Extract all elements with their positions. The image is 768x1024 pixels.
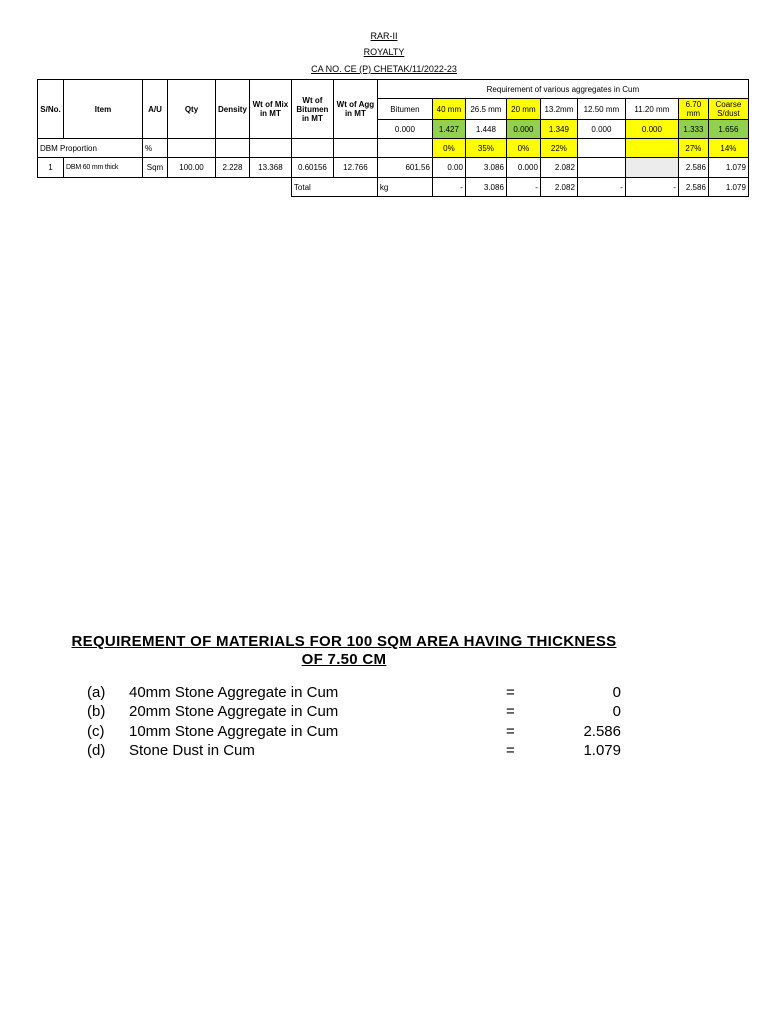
- row1-13mm: 2.082: [540, 158, 577, 178]
- item-label: (c): [87, 723, 105, 740]
- row1-12mm: [577, 158, 625, 178]
- proportion-11mm: [625, 139, 678, 158]
- row1-20mm: 0.000: [506, 158, 540, 178]
- item-equals: =: [506, 703, 515, 720]
- row1-coarse-dust: 1.079: [708, 158, 748, 178]
- factor-11mm: 0.000: [625, 120, 678, 139]
- col-header-wt-mix: Wt of Mix in MT: [249, 80, 291, 139]
- proportion-label: DBM Proportion: [38, 139, 143, 158]
- item-equals: =: [506, 742, 515, 759]
- item-name: 10mm Stone Aggregate in Cum: [129, 723, 339, 740]
- col-header-sno: S/No.: [38, 80, 64, 139]
- proportion-bitumen: [377, 139, 432, 158]
- agg-header-26mm: 26.5 mm: [465, 99, 506, 120]
- row1-wt-bitumen: 0.60156: [291, 158, 333, 178]
- total-unit: kg: [377, 178, 432, 197]
- proportion-6mm: 27%: [678, 139, 708, 158]
- item-label: (d): [87, 742, 106, 759]
- total-6mm: 2.586: [678, 178, 708, 197]
- requirement-item: [0, 703, 768, 723]
- aggregate-table: [37, 79, 749, 197]
- total-12mm: -: [577, 178, 625, 197]
- agg-header-12mm: 12.50 mm: [577, 99, 625, 120]
- factor-coarse-dust: 1.656: [708, 120, 748, 139]
- contract-number: CA NO. CE (P) CHETAK/11/2022-23: [311, 64, 457, 74]
- item-value: 0: [612, 703, 621, 720]
- item-equals: =: [506, 723, 515, 740]
- requirement-item: [0, 684, 768, 704]
- col-header-density: Density: [216, 80, 250, 139]
- row1-11mm: [625, 158, 678, 178]
- requirement-item: [0, 723, 768, 743]
- requirement-header: Requirement of various aggregates in Cum: [377, 80, 748, 99]
- requirement-title: REQUIREMENT OF MATERIALS FOR 100 SQM AREA HAVING THICKNESS OF 7.50 CM: [71, 633, 617, 668]
- row1-26mm: 3.086: [465, 158, 506, 178]
- item-equals: =: [506, 684, 515, 701]
- row1-40mm: 0.00: [432, 158, 465, 178]
- doc-title: RAR-II: [370, 31, 398, 41]
- row1-bitumen: 601.56: [377, 158, 432, 178]
- total-20mm: -: [506, 178, 540, 197]
- item-name: 20mm Stone Aggregate in Cum: [129, 703, 339, 720]
- item-value: 0: [612, 684, 621, 701]
- factor-40mm: 1.427: [432, 120, 465, 139]
- total-26mm: 3.086: [465, 178, 506, 197]
- factor-13mm: 1.349: [540, 120, 577, 139]
- factor-12mm: 0.000: [577, 120, 625, 139]
- total-40mm: -: [432, 178, 465, 197]
- agg-header-6mm: 6.70 mm: [678, 99, 708, 120]
- item-label: (b): [87, 703, 106, 720]
- col-header-au: A/U: [143, 80, 168, 139]
- col-header-wt-bitumen: Wt of Bitumen in MT: [291, 80, 333, 139]
- factor-26mm: 1.448: [465, 120, 506, 139]
- proportion-26mm: 35%: [465, 139, 506, 158]
- agg-header-20mm: 20 mm: [506, 99, 540, 120]
- item-label: (a): [87, 684, 106, 701]
- total-label: Total: [291, 178, 377, 197]
- proportion-unit: %: [143, 139, 168, 158]
- total-coarse-dust: 1.079: [708, 178, 748, 197]
- item-name: Stone Dust in Cum: [129, 742, 255, 759]
- factor-6mm: 1.333: [678, 120, 708, 139]
- item-name: 40mm Stone Aggregate in Cum: [129, 684, 339, 701]
- factor-20mm: 0.000: [506, 120, 540, 139]
- row1-wt-mix: 13.368: [249, 158, 291, 178]
- agg-header-bitumen: Bitumen: [377, 99, 432, 120]
- item-value: 1.079: [583, 742, 621, 759]
- proportion-20mm: 0%: [506, 139, 540, 158]
- col-header-wt-agg: Wt of Agg in MT: [333, 80, 377, 139]
- total-11mm: -: [625, 178, 678, 197]
- row1-density: 2.228: [216, 158, 250, 178]
- requirement-item: [0, 742, 768, 762]
- table-row: [38, 158, 749, 178]
- proportion-40mm: 0%: [432, 139, 465, 158]
- row1-wt-agg: 12.766: [333, 158, 377, 178]
- col-header-item: Item: [64, 80, 143, 139]
- proportion-12mm: [577, 139, 625, 158]
- agg-header-40mm: 40 mm: [432, 99, 465, 120]
- proportion-13mm: 22%: [540, 139, 577, 158]
- row1-sno: 1: [38, 158, 64, 178]
- agg-header-11mm: 11.20 mm: [625, 99, 678, 120]
- row1-qty: 100.00: [168, 158, 216, 178]
- item-value: 2.586: [583, 723, 621, 740]
- total-row: [38, 178, 749, 197]
- total-13mm: 2.082: [540, 178, 577, 197]
- row1-au: Sqm: [143, 158, 168, 178]
- agg-header-coarse-dust: Coarse S/dust: [708, 99, 748, 120]
- agg-header-13mm: 13.2mm: [540, 99, 577, 120]
- factor-bitumen: 0.000: [377, 120, 432, 139]
- row1-item: DBM 60 mm thick: [64, 158, 143, 178]
- row1-6mm: 2.586: [678, 158, 708, 178]
- proportion-row: [38, 139, 749, 158]
- proportion-coarse-dust: 14%: [708, 139, 748, 158]
- col-header-qty: Qty: [168, 80, 216, 139]
- doc-subtitle: ROYALTY: [363, 47, 405, 57]
